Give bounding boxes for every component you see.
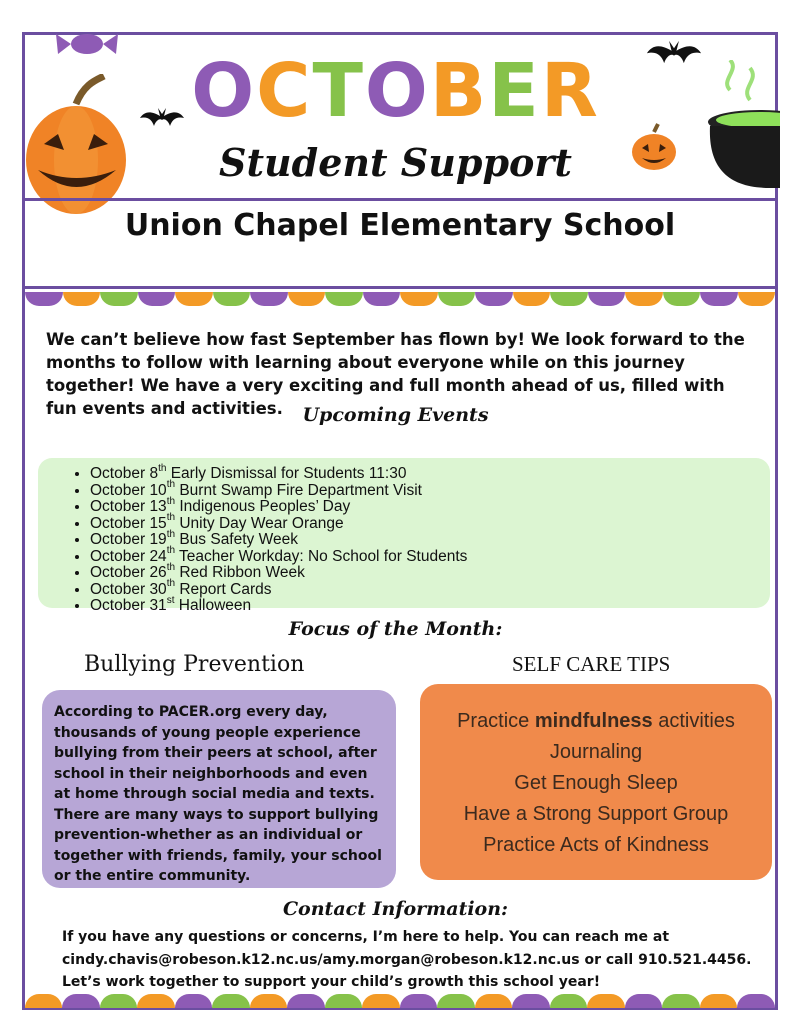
event-item: • October 30th Report Cards [90,582,770,599]
scallop [438,292,476,306]
event-item: • October 8th Early Dismissal for Students 11:30 [90,466,770,483]
selfcare-tip-text: activities [652,710,735,732]
scallop-border-top [25,292,775,306]
scallop [213,292,251,306]
scallop [475,292,513,306]
selfcare-tip-emphasis: mindfulness [534,710,653,732]
selfcare-panel [420,684,772,880]
scallop [288,994,326,1008]
scallop [550,994,588,1008]
events-list [38,458,770,615]
selfcare-tip [420,684,772,737]
bullying-panel [42,690,396,888]
scallop [625,994,663,1008]
event-item: • October 13th Indigenous Peoples’ Day [90,499,770,516]
scallop [438,994,476,1008]
divider [25,198,775,201]
scallop [663,292,701,306]
divider [25,286,775,289]
event-item: • October 24th Teacher Workday: No School for Students [90,549,770,566]
scallop [663,994,701,1008]
page-title [0,48,791,134]
scallop [213,994,251,1008]
scallop [138,292,176,306]
contact-heading: Contact Information: [282,898,509,920]
event-item: • October 31st Halloween [90,598,770,615]
scallop [25,292,63,306]
contact-text: If you have any questions or concerns, I’m here to help. You can reach me at cindy.chavis@robeson.k12.nc.us/amy.morgan@robeson.k12.nc.us or call 910.521.4456. Let’s work together to support your child’s growth this school year! [62,929,752,990]
scallop [363,292,401,306]
title-letter: O [364,48,430,134]
event-item: • October 10th Burnt Swamp Fire Department Visit [90,483,770,500]
focus-heading: Focus of the Month: [288,618,503,640]
scallop [100,292,138,306]
selfcare-heading: SELF CARE TIPS [512,652,671,676]
scallop [325,292,363,306]
event-item: • October 26th Red Ribbon Week [90,565,770,582]
scallop [250,292,288,306]
scallop [550,292,588,306]
scallop [513,994,551,1008]
title-letter: O [191,48,257,134]
title-letter: B [429,48,489,134]
scallop [738,994,776,1008]
scallop [25,994,63,1008]
scallop [475,994,513,1008]
scallop [63,994,101,1008]
scallop [588,292,626,306]
event-item: • October 15th Unity Day Wear Orange [90,516,770,533]
event-item: • October 19th Bus Safety Week [90,532,770,549]
title-letter: R [540,48,600,134]
scallop [363,994,401,1008]
scallop [175,292,213,306]
scallop-border-bottom [25,994,775,1008]
scallop [175,994,213,1008]
bullying-heading: Bullying Prevention [84,652,305,677]
scallop [513,292,551,306]
selfcare-tip: Journaling [549,741,643,763]
subtitle: Student Support [219,140,572,185]
title-letter: C [256,48,313,134]
scallop [400,292,438,306]
scallop [325,994,363,1008]
scallop [625,292,663,306]
scallop [288,292,326,306]
selfcare-tip-text: Practice [457,710,535,732]
scallop [700,292,738,306]
title-letter: T [312,48,365,134]
scallop [100,994,138,1008]
scallop [400,994,438,1008]
events-panel [38,458,770,614]
scallop [138,994,176,1008]
scallop [250,994,288,1008]
title-letter: E [488,48,541,134]
selfcare-tip: Have a Strong Support Group [463,803,729,825]
bullying-text: According to PACER.org every day, thousands of young people experience bullying from their peers at school, after school in their neighborhoods and even at home through social media and texts. There are many ways to support bullying prevention-whether as an individual or together with friends, family, your school or the entire community. [54,704,382,884]
events-heading: Upcoming Events [302,404,489,426]
scallop [700,994,738,1008]
scallop [63,292,101,306]
scallop [588,994,626,1008]
scallop [738,292,776,306]
selfcare-tip: Practice Acts of Kindness [483,834,709,856]
intro-paragraph: We can’t believe how fast September has flown by! We look forward to the months to follow with learning about everyone while on this journey together! We have a very exciting and full month ahead of us, filled with fun events and activities. [46,330,745,418]
selfcare-tip: Get Enough Sleep [514,772,678,794]
school-name: Union Chapel Elementary School [124,208,676,243]
